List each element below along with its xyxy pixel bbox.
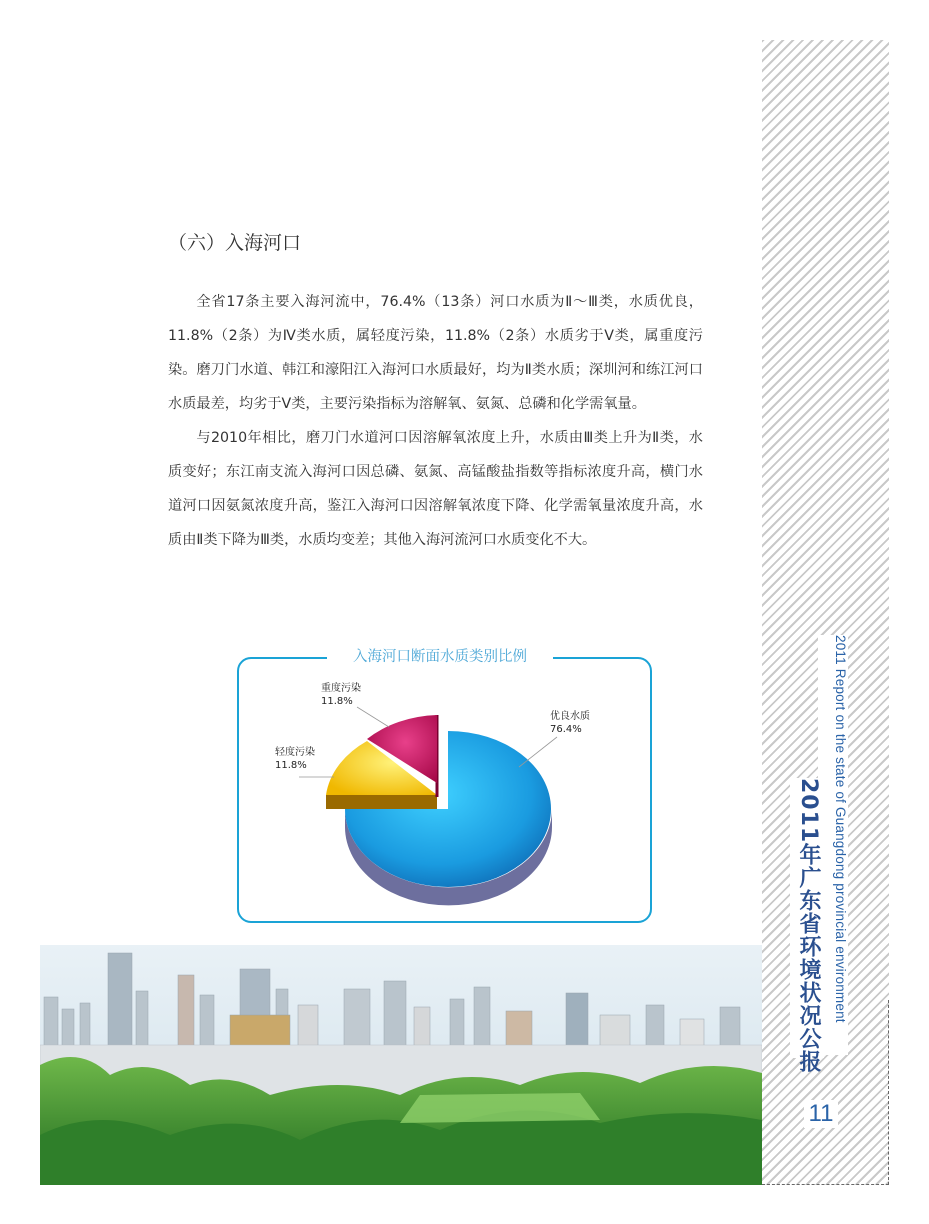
city-skyline-illustration xyxy=(40,945,762,1185)
city-skyline-photo xyxy=(40,945,762,1185)
paragraph-1: 全省17条主要入海河流中，76.4%（13条）河口水质为Ⅱ～Ⅲ类，水质优良，11.8%（2条）为Ⅳ类水质，属轻度污染，11.8%（2条）水质劣于Ⅴ类，属重度污染。磨刀门水道、韩江和濠阳江入海河口水质最好，均为Ⅱ类水质；深圳河和练江河口水质最差，均劣于Ⅴ类，主要污染指标为溶解氧、氨氮、总磷和化学需氧量。 xyxy=(168,294,703,412)
label-good-name: 优良水质 xyxy=(550,711,590,722)
running-title-english: 2011 Report on the state of Guangdong provincial environment xyxy=(818,635,848,1055)
leader-line-good xyxy=(519,737,557,767)
body-text xyxy=(168,285,703,557)
label-light-value: 11.8% xyxy=(275,760,307,771)
running-title-chinese: 2011年广东省环境状况公报 xyxy=(790,778,824,1058)
label-good-value: 76.4% xyxy=(550,724,582,735)
leader-line-heavy xyxy=(357,707,389,727)
section-title: （六）入海河口 xyxy=(168,232,302,254)
slice-light-side xyxy=(326,795,437,809)
chart-title: 入海河口断面水质类别比例 xyxy=(327,645,553,666)
page-number: 11 xyxy=(804,1100,838,1128)
label-heavy-name: 重度污染 xyxy=(321,683,361,694)
label-heavy-value: 11.8% xyxy=(321,696,353,707)
paragraph-2: 与2010年相比，磨刀门水道河口因溶解氧浓度上升，水质由Ⅲ类上升为Ⅱ类，水质变好；东江南支流入海河口因总磷、氨氮、高锰酸盐指数等指标浓度升高，横门水道河口因氨氮浓度升高，鉴江入海河口因溶解氧浓度下降、化学需氧量浓度升高，水质由Ⅱ类下降为Ⅲ类，水质均变差；其他入海河流河口水质变化不大。 xyxy=(168,430,703,548)
right-dashed-border xyxy=(888,1000,889,1185)
bottom-dashed-border xyxy=(762,1184,889,1185)
pie-chart xyxy=(239,659,647,917)
label-light-name: 轻度污染 xyxy=(275,747,315,758)
